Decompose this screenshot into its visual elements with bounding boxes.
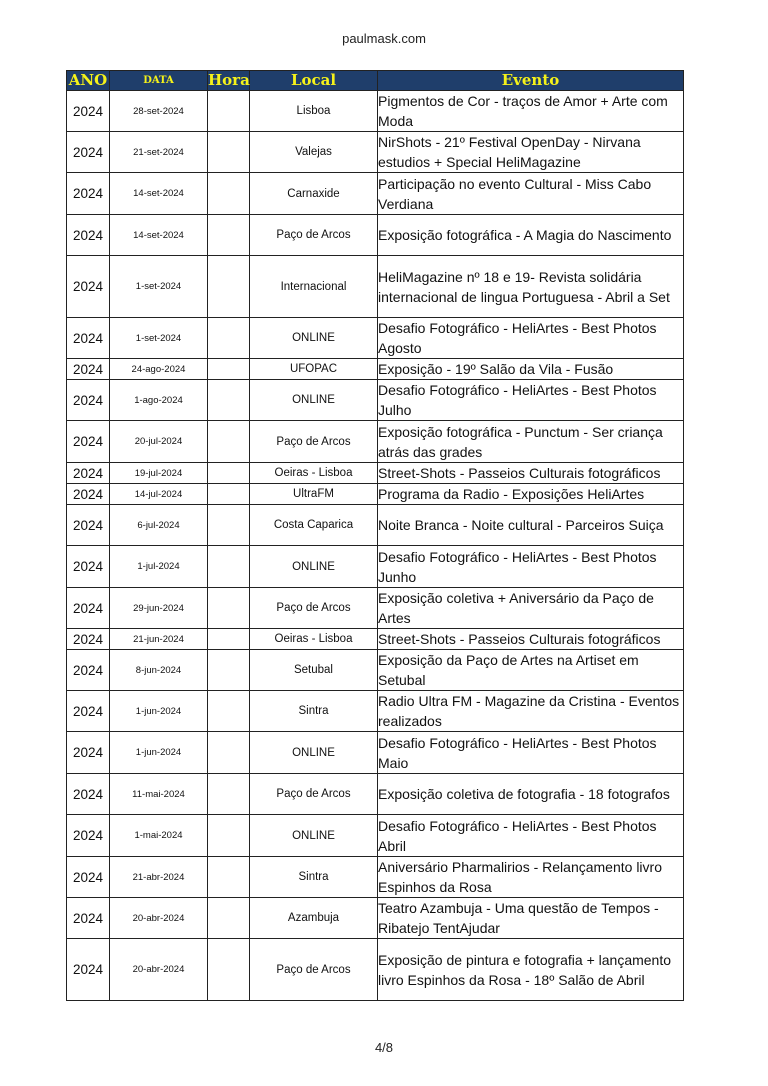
column-header-local: Local — [250, 71, 378, 91]
ano-cell: 2024 — [67, 215, 110, 256]
date-cell: 1-set-2024 — [110, 256, 208, 318]
event-cell: Radio Ultra FM - Magazine da Cristina - Eventos realizados — [378, 691, 684, 732]
table-row — [67, 318, 684, 359]
time-cell — [208, 421, 250, 463]
event-cell: Street-Shots - Passeios Culturais fotográficos — [378, 629, 684, 650]
table-row — [67, 898, 684, 939]
table-row — [67, 546, 684, 588]
event-cell: Exposição de pintura e fotografia + lançamento livro Espinhos da Rosa - 18º Salão de Abril — [378, 939, 684, 1001]
ano-cell: 2024 — [67, 815, 110, 857]
event-cell: Programa da Radio - Exposições HeliArtes — [378, 484, 684, 505]
ano-cell: 2024 — [67, 939, 110, 1001]
date-cell: 6-jul-2024 — [110, 505, 208, 546]
column-header-ano: ANO — [67, 71, 110, 91]
time-cell — [208, 650, 250, 691]
location-cell: ONLINE — [250, 380, 378, 421]
time-cell — [208, 359, 250, 380]
table-row — [67, 939, 684, 1001]
ano-cell: 2024 — [67, 132, 110, 173]
table-row — [67, 505, 684, 546]
event-cell: HeliMagazine nº 18 e 19- Revista solidária internacional de lingua Portuguesa - Abril a Set — [378, 256, 684, 318]
event-cell: Exposição da Paço de Artes na Artiset em Setubal — [378, 650, 684, 691]
date-cell: 20-jul-2024 — [110, 421, 208, 463]
event-cell: Aniversário Pharmalirios - Relançamento livro Espinhos da Rosa — [378, 857, 684, 898]
ano-cell: 2024 — [67, 857, 110, 898]
time-cell — [208, 505, 250, 546]
event-cell: NirShots - 21º Festival OpenDay - Nirvana estudios + Special HeliMagazine — [378, 132, 684, 173]
time-cell — [208, 256, 250, 318]
event-cell: Noite Branca - Noite cultural - Parceiros Suiça — [378, 505, 684, 546]
site-header: paulmask.com — [342, 31, 426, 46]
date-cell: 14-jul-2024 — [110, 484, 208, 505]
date-cell: 19-jul-2024 — [110, 463, 208, 484]
time-cell — [208, 318, 250, 359]
time-cell — [208, 691, 250, 732]
ano-cell: 2024 — [67, 256, 110, 318]
table-row — [67, 857, 684, 898]
table-row — [67, 132, 684, 173]
table-row — [67, 774, 684, 815]
time-cell — [208, 898, 250, 939]
time-cell — [208, 774, 250, 815]
location-cell: ONLINE — [250, 815, 378, 857]
table-row — [67, 91, 684, 132]
ano-cell: 2024 — [67, 463, 110, 484]
ano-cell: 2024 — [67, 380, 110, 421]
event-cell: Desafio Fotográfico - HeliArtes - Best Photos Junho — [378, 546, 684, 588]
event-cell: Teatro Azambuja - Uma questão de Tempos - Ribatejo TentAjudar — [378, 898, 684, 939]
date-cell: 1-jun-2024 — [110, 691, 208, 732]
table-row — [67, 691, 684, 732]
table-row — [67, 215, 684, 256]
date-cell: 11-mai-2024 — [110, 774, 208, 815]
ano-cell: 2024 — [67, 732, 110, 774]
location-cell: Paço de Arcos — [250, 588, 378, 629]
date-cell: 20-abr-2024 — [110, 939, 208, 1001]
ano-cell: 2024 — [67, 484, 110, 505]
page-number: 4/8 — [374, 1040, 394, 1055]
event-cell: Street-Shots - Passeios Culturais fotográficos — [378, 463, 684, 484]
location-cell: ONLINE — [250, 732, 378, 774]
ano-cell: 2024 — [67, 91, 110, 132]
time-cell — [208, 91, 250, 132]
table-row — [67, 650, 684, 691]
event-cell: Exposição fotográfica - A Magia do Nascimento — [378, 215, 684, 256]
event-cell: Exposição coletiva de fotografia - 18 fotografos — [378, 774, 684, 815]
time-cell — [208, 939, 250, 1001]
location-cell: Internacional — [250, 256, 378, 318]
location-cell: UltraFM — [250, 484, 378, 505]
location-cell: Paço de Arcos — [250, 421, 378, 463]
date-cell: 1-jun-2024 — [110, 732, 208, 774]
table-row — [67, 421, 684, 463]
table-body — [67, 91, 684, 1001]
table-row — [67, 815, 684, 857]
date-cell: 29-jun-2024 — [110, 588, 208, 629]
table-header-row — [67, 71, 684, 91]
event-cell: Exposição coletiva + Aniversário da Paço de Artes — [378, 588, 684, 629]
event-cell: Exposição fotográfica - Punctum - Ser criança atrás das grades — [378, 421, 684, 463]
time-cell — [208, 484, 250, 505]
location-cell: Paço de Arcos — [250, 939, 378, 1001]
location-cell: Paço de Arcos — [250, 774, 378, 815]
time-cell — [208, 588, 250, 629]
date-cell: 28-set-2024 — [110, 91, 208, 132]
location-cell: Sintra — [250, 691, 378, 732]
table-row — [67, 380, 684, 421]
table-row — [67, 629, 684, 650]
time-cell — [208, 857, 250, 898]
ano-cell: 2024 — [67, 359, 110, 380]
date-cell: 8-jun-2024 — [110, 650, 208, 691]
column-header-data: DATA — [110, 71, 208, 91]
location-cell: ONLINE — [250, 546, 378, 588]
location-cell: Oeiras - Lisboa — [250, 463, 378, 484]
time-cell — [208, 380, 250, 421]
event-cell: Exposição - 19º Salão da Vila - Fusão — [378, 359, 684, 380]
ano-cell: 2024 — [67, 546, 110, 588]
location-cell: ONLINE — [250, 318, 378, 359]
events-table — [66, 70, 684, 1001]
table-row — [67, 732, 684, 774]
ano-cell: 2024 — [67, 173, 110, 215]
location-cell: Setubal — [250, 650, 378, 691]
ano-cell: 2024 — [67, 650, 110, 691]
table-row — [67, 588, 684, 629]
time-cell — [208, 732, 250, 774]
column-header-evento: Evento — [378, 71, 684, 91]
location-cell: Oeiras - Lisboa — [250, 629, 378, 650]
time-cell — [208, 173, 250, 215]
table-row — [67, 484, 684, 505]
time-cell — [208, 815, 250, 857]
table-row — [67, 463, 684, 484]
location-cell: Valejas — [250, 132, 378, 173]
location-cell: Costa Caparica — [250, 505, 378, 546]
date-cell: 21-jun-2024 — [110, 629, 208, 650]
location-cell: Paço de Arcos — [250, 215, 378, 256]
date-cell: 24-ago-2024 — [110, 359, 208, 380]
event-cell: Desafio Fotográfico - HeliArtes - Best Photos Agosto — [378, 318, 684, 359]
date-cell: 21-abr-2024 — [110, 857, 208, 898]
event-cell: Desafio Fotográfico - HeliArtes - Best Photos Maio — [378, 732, 684, 774]
ano-cell: 2024 — [67, 691, 110, 732]
ano-cell: 2024 — [67, 629, 110, 650]
column-header-hora: Hora — [208, 71, 250, 89]
time-cell — [208, 629, 250, 650]
time-cell — [208, 215, 250, 256]
date-cell: 1-set-2024 — [110, 318, 208, 359]
event-cell: Pigmentos de Cor - traços de Amor + Arte com Moda — [378, 91, 684, 132]
ano-cell: 2024 — [67, 898, 110, 939]
location-cell: Carnaxide — [250, 173, 378, 215]
date-cell: 20-abr-2024 — [110, 898, 208, 939]
event-cell: Desafio Fotográfico - HeliArtes - Best Photos Julho — [378, 380, 684, 421]
table-row — [67, 359, 684, 380]
time-cell — [208, 546, 250, 588]
table-row — [67, 256, 684, 318]
event-cell: Participação no evento Cultural - Miss Cabo Verdiana — [378, 173, 684, 215]
date-cell: 1-mai-2024 — [110, 815, 208, 857]
ano-cell: 2024 — [67, 318, 110, 359]
date-cell: 1-ago-2024 — [110, 380, 208, 421]
ano-cell: 2024 — [67, 588, 110, 629]
location-cell: Lisboa — [250, 91, 378, 132]
location-cell: Azambuja — [250, 898, 378, 939]
table-row — [67, 173, 684, 215]
ano-cell: 2024 — [67, 774, 110, 815]
date-cell: 14-set-2024 — [110, 215, 208, 256]
date-cell: 1-jul-2024 — [110, 546, 208, 588]
location-cell: Sintra — [250, 857, 378, 898]
location-cell: UFOPAC — [250, 359, 378, 380]
date-cell: 14-set-2024 — [110, 173, 208, 215]
time-cell — [208, 463, 250, 484]
ano-cell: 2024 — [67, 505, 110, 546]
ano-cell: 2024 — [67, 421, 110, 463]
event-cell: Desafio Fotográfico - HeliArtes - Best Photos Abril — [378, 815, 684, 857]
time-cell — [208, 132, 250, 173]
date-cell: 21-set-2024 — [110, 132, 208, 173]
